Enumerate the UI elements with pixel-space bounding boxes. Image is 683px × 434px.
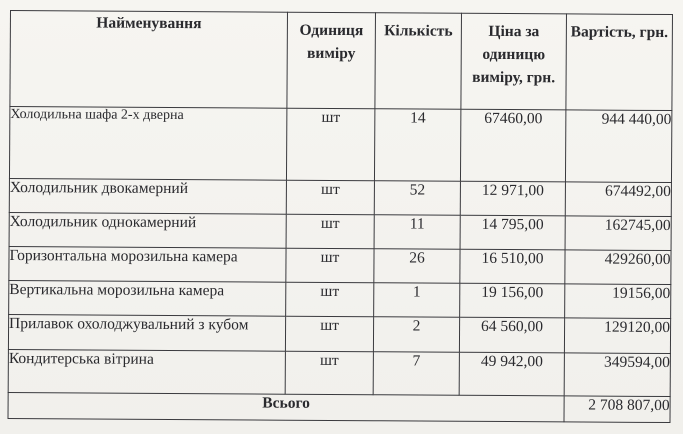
table-row (9, 107, 671, 183)
grand-total-label: Всього (8, 392, 564, 421)
row-price: 67460,00 (460, 109, 565, 182)
header-price-text: Ціна за одиницю виміру, грн. (472, 22, 556, 87)
row-total: 429260,00 (565, 250, 671, 285)
row-price: 16 510,00 (460, 249, 565, 284)
table-row (8, 349, 670, 396)
row-total: 944 440,00 (565, 110, 671, 183)
table-row (9, 212, 671, 250)
row-total: 674492,00 (565, 182, 671, 217)
table-row (8, 314, 670, 353)
row-name: Горизонтальна морозильна камера (9, 246, 286, 282)
row-total: 162745,00 (565, 216, 671, 251)
header-price (461, 13, 567, 110)
row-unit: шт (286, 214, 374, 249)
table-row (9, 178, 671, 216)
row-total: 19156,00 (565, 284, 671, 319)
row-name: Прилавок охолоджувальний з кубом (8, 314, 285, 351)
header-name: Найменування (10, 11, 288, 109)
row-price: 49 942,00 (459, 352, 564, 396)
row-unit: шт (285, 351, 373, 395)
row-qty: 7 (373, 352, 459, 396)
row-unit: шт (285, 316, 373, 352)
row-name: Вертикальна морозильна камера (9, 280, 286, 316)
row-unit: шт (286, 282, 374, 317)
row-name: Холодильник однокамерний (9, 212, 286, 248)
header-unit-text: Одиниця виміру (299, 21, 364, 63)
row-unit: шт (286, 180, 374, 215)
row-qty: 2 (373, 317, 459, 353)
row-qty: 1 (374, 283, 460, 318)
row-price: 12 971,00 (460, 181, 565, 216)
row-name: Кондитерська вітрина (8, 349, 285, 394)
header-total (566, 14, 673, 111)
row-total: 129120,00 (564, 318, 670, 354)
row-qty: 52 (374, 181, 460, 216)
row-price: 14 795,00 (460, 215, 565, 250)
header-qty-text: Кількість (384, 22, 453, 40)
row-total: 349594,00 (564, 353, 670, 397)
header-row (10, 11, 673, 111)
header-total-text: Вартість, грн. (570, 23, 669, 42)
header-unit (287, 12, 376, 109)
row-qty: 14 (374, 109, 460, 182)
row-unit: шт (286, 108, 374, 181)
row-unit: шт (286, 248, 374, 283)
row-name: Холодильник двокамерний (9, 178, 286, 214)
row-name: Холодильна шафа 2-х дверна (9, 107, 286, 181)
row-price: 64 560,00 (459, 317, 564, 353)
total-row (8, 392, 670, 422)
row-qty: 11 (374, 215, 460, 250)
header-qty (375, 13, 462, 110)
table-row (9, 280, 671, 318)
grand-total-value: 2 708 807,00 (564, 396, 670, 423)
row-price: 19 156,00 (460, 283, 565, 318)
equipment-table (8, 10, 673, 423)
table-row (9, 246, 671, 284)
row-qty: 26 (374, 249, 460, 284)
